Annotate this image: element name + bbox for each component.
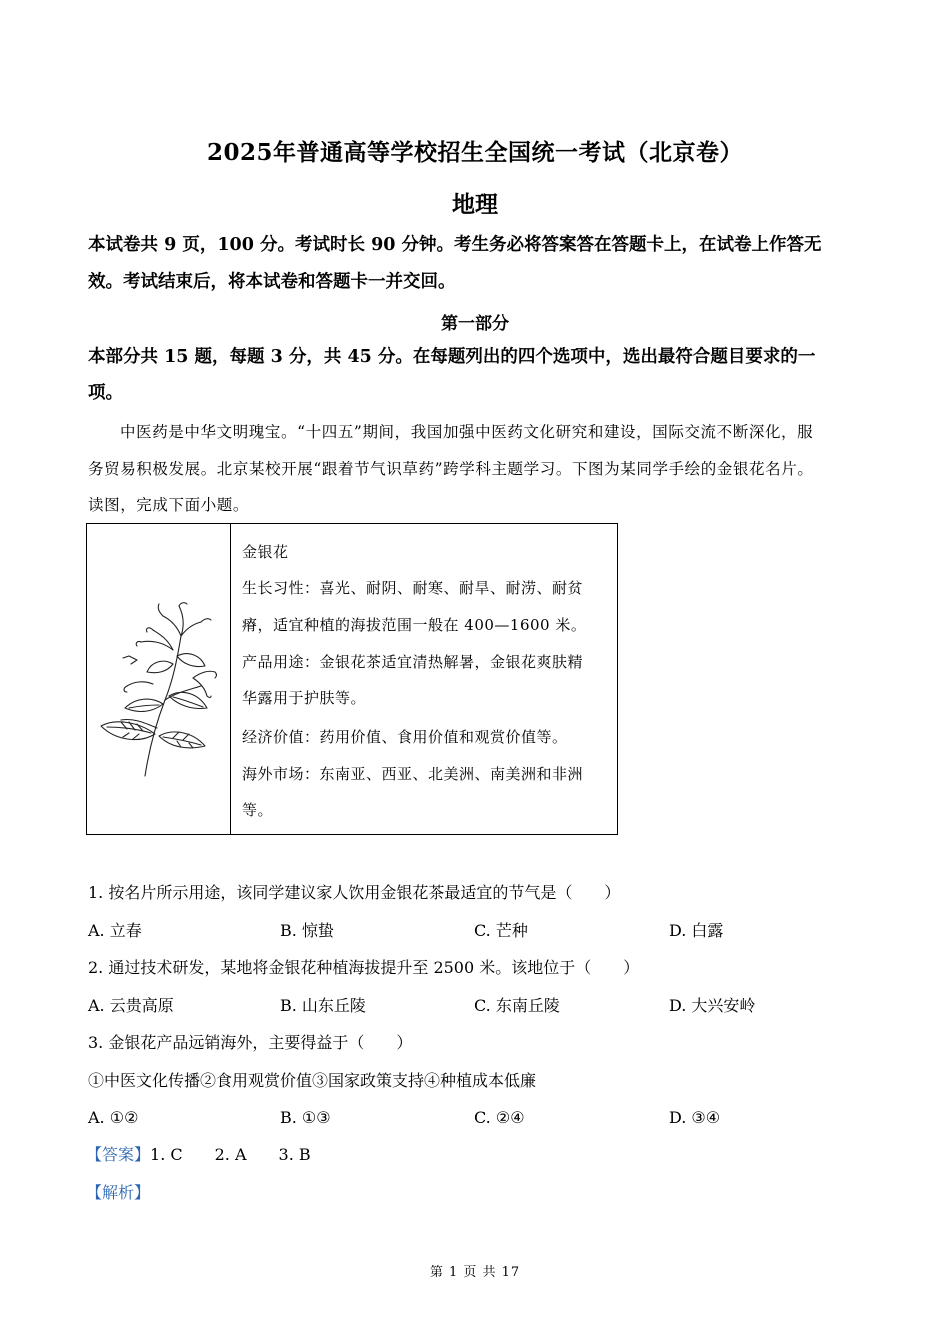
- question-3-option-a: A. ①②: [88, 1108, 139, 1127]
- question-1-stem: 1. 按名片所示用途，该同学建议家人饮用金银花茶最适宜的节气是（ ）: [88, 883, 621, 902]
- question-3-option-b: B. ①③: [280, 1108, 331, 1127]
- question-2-option-b: B. 山东丘陵: [280, 996, 366, 1015]
- exam-title: 2025年普通高等学校招生全国统一考试（北京卷）: [206, 139, 743, 166]
- question-1-option-b: B. 惊蛰: [280, 921, 334, 940]
- question-1-option-d: D. 白露: [669, 921, 724, 940]
- answer-text: 1. C 2. A 3. B: [150, 1145, 311, 1164]
- instructions-line-2: 效。考试结束后，将本试卷和答题卡一并交回。: [88, 272, 456, 292]
- question-3-substem: ①中医文化传播②食用观赏价值③国家政策支持④种植成本低廉: [88, 1071, 537, 1090]
- question-3-option-c: C. ②④: [474, 1108, 525, 1127]
- intro-line-3: 读图，完成下面小题。: [88, 496, 250, 514]
- card-line-1: 金银花: [242, 543, 289, 561]
- analysis-line: [86, 1183, 150, 1203]
- question-3-stem: 3. 金银花产品远销海外，主要得益于（ ）: [88, 1033, 413, 1052]
- question-1-option-c: C. 芒种: [474, 921, 528, 940]
- instructions-line-1: 本试卷共 9 页，100 分。考试时长 90 分钟。考生务必将答案答在答题卡上，在试卷上作答无: [88, 235, 822, 255]
- question-1-option-a: A. 立春: [88, 921, 142, 940]
- question-2-option-d: D. 大兴安岭: [669, 996, 756, 1015]
- card-line-4: 产品用途：金银花茶适宜清热解暑，金银花爽肤精: [242, 653, 584, 671]
- intro-line-1: 中医药是中华文明瑰宝。“十四五”期间，我国加强中医药文化研究和建设，国际交流不断深化，服: [120, 423, 814, 441]
- answer-line: [86, 1145, 311, 1165]
- answer-tag: 【答案】: [86, 1145, 151, 1164]
- question-2-option-a: A. 云贵高原: [88, 996, 174, 1015]
- question-2-option-c: C. 东南丘陵: [474, 996, 560, 1015]
- card-line-7: 海外市场：东南亚、西亚、北美洲、南美洲和非洲: [242, 765, 584, 783]
- card-line-6: 经济价值：药用价值、食用价值和观赏价值等。: [242, 728, 568, 746]
- question-2-stem: 2. 通过技术研发，某地将金银花种植海拔提升至 2500 米。该地位于（ ）: [88, 958, 640, 977]
- card-line-2: 生长习性：喜光、耐阴、耐寒、耐旱、耐涝、耐贫: [242, 579, 584, 597]
- subject-title: 地理: [452, 191, 498, 218]
- analysis-tag: 【解析】: [86, 1183, 151, 1202]
- card-line-8: 等。: [242, 801, 274, 819]
- intro-line-2: 务贸易积极发展。北京某校开展“跟着节气识草药”跨学科主题学习。下图为某同学手绘的金银花名片。: [88, 460, 814, 478]
- card-line-5: 华露用于护肤等。: [242, 689, 367, 707]
- page-footer: 第 1 页 共 17: [429, 1265, 521, 1280]
- honeysuckle-sketch-icon: [93, 600, 221, 780]
- question-3-option-d: D. ③④: [669, 1108, 721, 1127]
- card-line-3: 瘠，适宜种植的海拔范围一般在 400—1600 米。: [242, 616, 587, 634]
- part-desc-line-1: 本部分共 15 题，每题 3 分，共 45 分。在每题列出的四个选项中，选出最符合题目要求的一: [88, 347, 816, 367]
- card-divider: [230, 524, 231, 834]
- part-desc-line-2: 项。: [88, 383, 123, 403]
- part-title: 第一部分: [441, 314, 509, 334]
- honeysuckle-card: [86, 523, 618, 835]
